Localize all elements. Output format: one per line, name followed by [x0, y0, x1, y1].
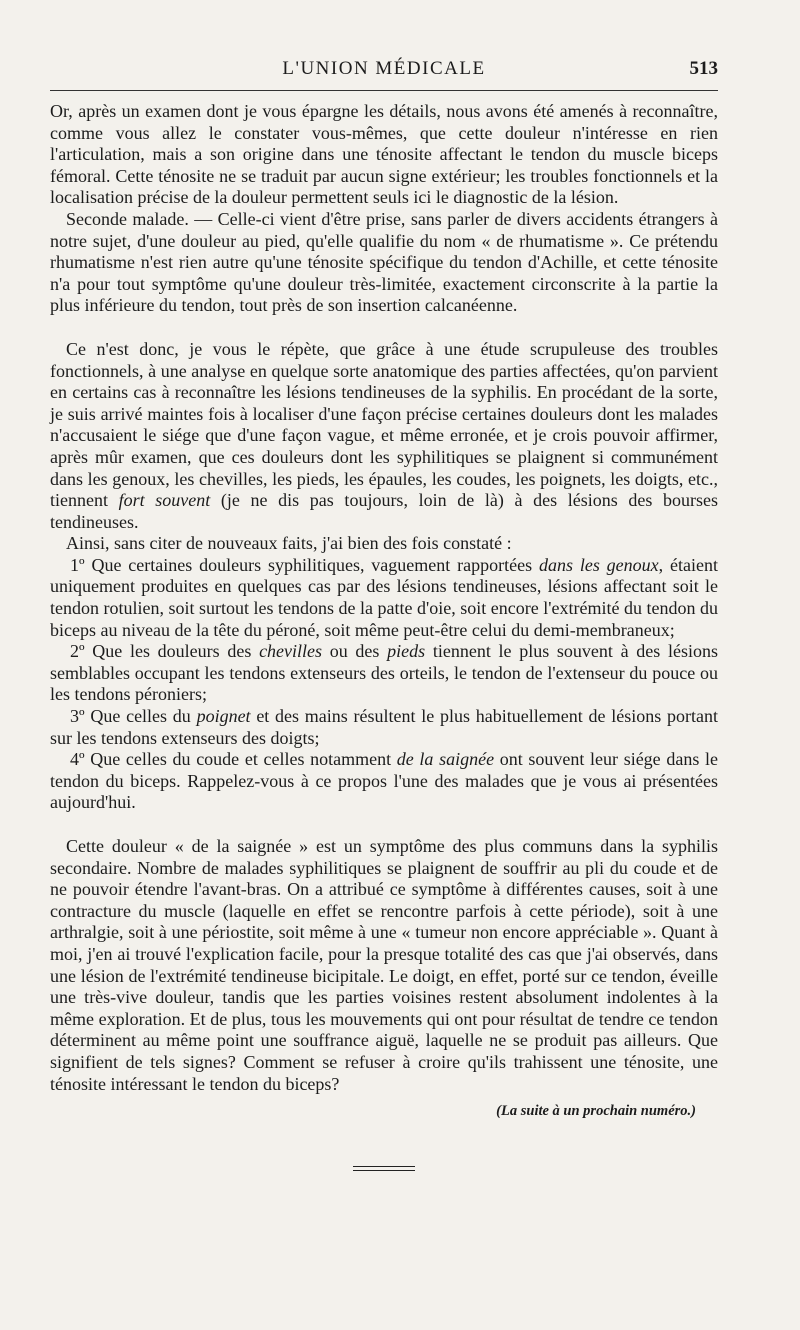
- italic-phrase: fort souvent: [118, 490, 211, 511]
- list-item-ankles-feet: [50, 641, 718, 706]
- list-item-knees: [50, 555, 718, 641]
- list-item-wrist: [50, 706, 718, 749]
- text-run: ont souvent leur siége dans le tendon du biceps. Rappelez-vous à ce propos l'une des malades que je vous ai présentées aujourd'hui.: [50, 749, 718, 813]
- text-run: tiennent le plus souvent à des lésions semblables occupant les tendons extenseurs des orteils, le tendon de l'extenseur du pouce ou les tendons péroniers;: [50, 641, 718, 705]
- end-rule: [353, 1166, 415, 1171]
- text-run: Seconde malade. — Celle-ci vient d'être prise, sans parler de divers accidents étrangers à notre sujet, d'une douleur au pied, qu'elle qualifie du nom « de rhumatisme ». Ce prétendu rhumatisme n'est rien autre qu'une ténosite spécifique du tendon d'Achille, et cette ténosite n'a pour tout symptôme qu'une douleur très-limitée, exactement circonscrite à la partie la plus inférieure du tendon, tout près de son insertion calcanéenne.: [50, 208, 718, 316]
- journal-title: L'UNION MÉDICALE: [282, 58, 486, 79]
- text-run: 1º Que certaines douleurs syphilitiques, vaguement rapportées: [70, 554, 539, 575]
- italic-phrase: pieds: [387, 641, 426, 662]
- text-run: 2º Que les douleurs des: [70, 641, 260, 662]
- italic-phrase: chevilles: [259, 641, 323, 662]
- text-run: (je ne dis pas toujours, loin de là) à des lésions des bourses tendineuses.: [50, 490, 719, 532]
- text-run: 4º Que celles du coude et celles notamment: [70, 749, 397, 770]
- text-run: Ce n'est donc, je vous le répète, que grâce à une étude scrupuleuse des troubles fonctionnels, à une analyse en quelque sorte anatomique des parties affectées, qu'on parvient en certains cas à reconnaître les lésions tendineuses de la syphilis. En procédant de la sorte, je suis arrivé maintes fois à localiser d'une façon précise certaines douleurs dont les malades n'accusaient le siége que d'une façon vague, et même erronée, et je crois pouvoir affirmer, après mûr examen, que ces douleurs dont les syphilitiques se plaignent si communément dans les genoux, les chevilles, les pieds, les épaules, les coudes, les poignets, les doigts, etc., tiennent: [50, 338, 718, 511]
- journal-page: [50, 50, 718, 1171]
- italic-phrase: de la saignée: [396, 749, 495, 770]
- text-run: , étaient uniquement produites en quelques cas par des lésions tendineuses, lésions affectant soit le tendon rotulien, soit surtout les tendons de la patte d'oie, soit encore l'extrémité du tendon du biceps au niveau de la tête du péroné, soit même peut-être celui du demi-membraneux;: [50, 554, 719, 640]
- paragraph-functional-analysis: [50, 339, 718, 533]
- text-run: Cette douleur « de la saignée » est un symptôme des plus communs dans la syphilis secondaire. Nombre de malades syphilitiques se plaignent de souffrir au pli du coude et de ne pouvoir étendre l'avant-bras. On a attribué ce symptôme à différentes causes, soit à une contracture du muscle (laquelle en effet se rencontre parfois à cette période), soit à une arthralgie, soit à une périostite, soit même à une « tumeur non encore appréciable ». Quant à moi, j'en ai trouvé l'explication facile, pour la presque totalité des cas que j'ai observés, dans une lésion de l'extrémité tendineuse bicipitale. Le doigt, en effet, porté sur ce tendon, éveille une très-vive douleur, tandis que les parties voisines restent absolument indolentes à la même exploration. Et de plus, tous les mouvements qui ont pour résultat de tendre ce tendon déterminent au même point une souffrance aiguë, laquelle ne se produit pas ailleurs. Que signifient de tels signes? Comment se refuser à croire qu'ils trahissent une ténosite, une ténosite intéressant le tendon du biceps?: [50, 836, 718, 1094]
- text-run: 3º Que celles du: [70, 706, 197, 727]
- paragraph-exam-findings: [50, 101, 718, 209]
- text-run: ou des: [322, 641, 388, 662]
- paragraph-list-intro: [50, 533, 718, 555]
- text-run: et des mains résultent le plus habituellement de lésions portant sur les tendons extenseurs des doigts;: [50, 706, 718, 748]
- page-number: 513: [689, 58, 718, 79]
- italic-phrase: poignet: [196, 706, 251, 727]
- text-run: Ainsi, sans citer de nouveaux faits, j'ai bien des fois constaté :: [66, 533, 512, 554]
- text-run: Or, après un examen dont je vous épargne les détails, nous avons été amenés à reconnaître, comme vous allez le constater vous-mêmes, que cette douleur n'intéresse en rien l'articulation, mais a son origine dans une ténosite affectant le tendon du muscle biceps fémoral. Cette ténosite ne se traduit par aucun signe extérieur; les troubles fonctionnels et la localisation précise de la douleur permettent seuls ici le diagnostic de la lésion.: [50, 101, 718, 208]
- italic-phrase: dans les genoux: [538, 554, 659, 575]
- running-head: [50, 50, 718, 91]
- paragraph-second-patient: [50, 209, 718, 317]
- article-body: [50, 101, 718, 1095]
- to-be-continued-note: (La suite à un prochain numéro.): [496, 1103, 696, 1120]
- paragraph-saignee-pain: [50, 836, 718, 1095]
- list-item-elbow: [50, 749, 718, 814]
